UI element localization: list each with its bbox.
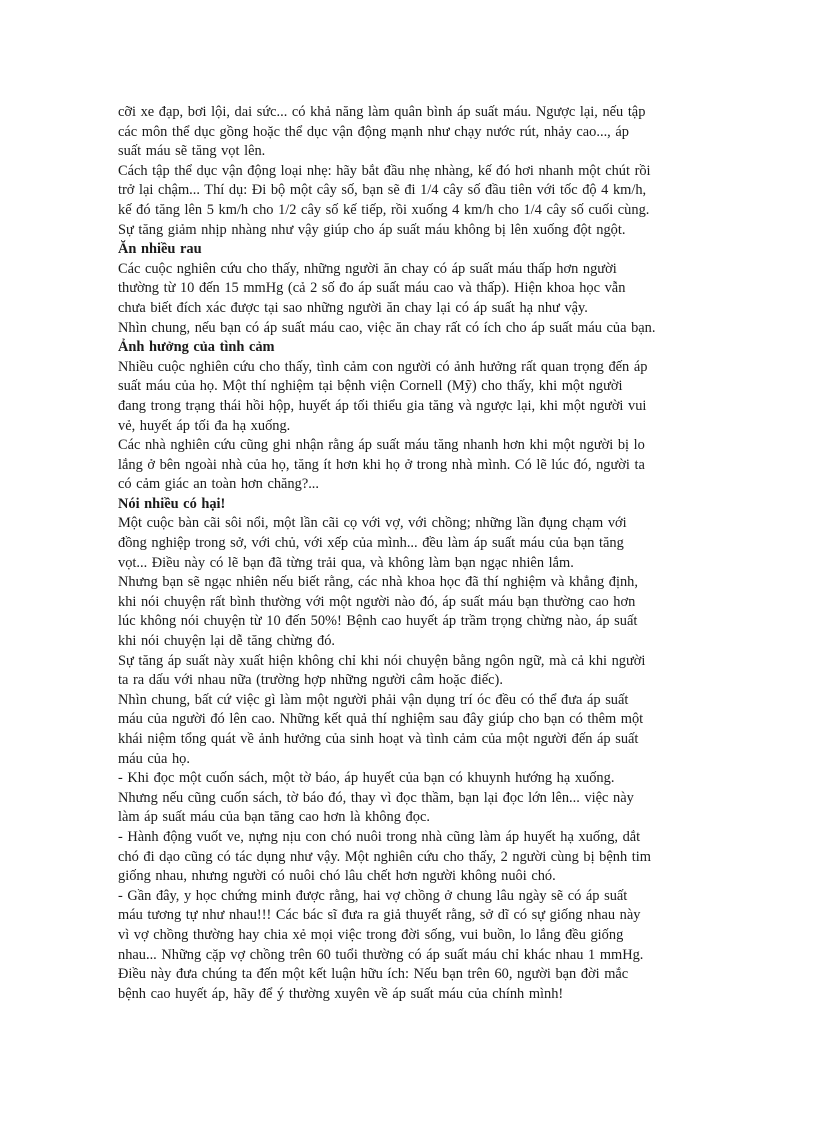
text-line: Nhưng nếu cũng cuốn sách, tờ báo đó, thay vì đọc thầm, bạn lại đọc lớn lên... việc này — [118, 789, 634, 806]
text-line: làm áp suất máu của bạn tăng cao hơn là không đọc. — [118, 809, 430, 826]
text-line: khái niệm tổng quát về ảnh hưởng của sinh hoạt và tình cảm của một người đến áp suất — [118, 731, 639, 747]
paragraph — [118, 769, 698, 828]
paragraph — [118, 691, 698, 769]
paragraph — [118, 260, 698, 319]
text-line: Sự tăng giảm nhịp nhàng như vậy giúp cho áp suất máu không bị lên xuống đột ngột. — [118, 221, 626, 238]
text-line: - Khi đọc một cuốn sách, một tờ báo, áp huyết của bạn có khuynh hướng hạ xuống. — [118, 770, 615, 787]
text-line: nhau... Những cặp vợ chồng trên 60 tuổi thường có áp suất máu chỉ khác nhau 1 mmHg. — [118, 946, 644, 963]
text-line: máu của họ. — [118, 750, 190, 767]
text-line: chó đi dạo cũng có tác dụng như vậy. Một nghiên cứu cho thấy, 2 người cùng bị bệnh tim — [118, 848, 651, 865]
paragraph — [118, 319, 698, 339]
text-line: chưa biết đích xác được tại sao những người ăn chay lại có áp suất hạ như vậy. — [118, 299, 588, 316]
paragraph — [118, 887, 698, 1005]
text-line: Cách tập thể dục vận động loại nhẹ: hãy bắt đầu nhẹ nhàng, kế đó hơi nhanh một chút rồi — [118, 162, 651, 179]
text-line: bệnh cao huyết áp, hãy để ý thường xuyên về áp suất máu của chính mình! — [118, 985, 564, 1002]
paragraph — [118, 436, 698, 495]
text-line: vẻ, huyết áp tối đa hạ xuống. — [118, 417, 291, 434]
text-line: vì vợ chồng thường hay chia xẻ mọi việc trong đời sống, vui buồn, lo lắng đều giống — [118, 926, 624, 943]
text-line: Nhìn chung, bất cứ việc gì làm một người phải vận dụng trí óc đều có thể đưa áp suất — [118, 691, 629, 708]
text-line: Điều này đưa chúng ta đến một kết luận hữu ích: Nếu bạn trên 60, người bạn đời mắc — [118, 966, 629, 983]
text-line: thường từ 10 đến 15 mmHg (cả 2 số đo áp suất máu cao và thấp). Hiện khoa học vẫn — [118, 280, 626, 297]
text-line: khi nói chuyện rất bình thường với một người nào đó, áp suất máu bạn thường cao hơn — [118, 593, 636, 610]
text-line: máu của người đó lên cao. Những kết quả thí nghiệm sau đây giúp cho bạn có thêm một — [118, 711, 644, 728]
text-line: khi nói chuyện lại dễ tăng chừng đó. — [118, 633, 336, 650]
text-line: trở lại chậm... Thí dụ: Đi bộ một cây số, bạn sẽ đi 1/4 cây số đầu tiên với tốc độ 4 km/h, — [118, 182, 647, 199]
paragraph — [118, 103, 698, 162]
paragraph — [118, 828, 698, 887]
paragraph — [118, 573, 698, 651]
text-line: Các nhà nghiên cứu cũng ghi nhận rằng áp suất máu tăng nhanh hơn khi một người bị lo — [118, 437, 645, 454]
text-line: lắng ở bên ngoài nhà của họ, tăng ít hơn khi họ ở trong nhà mình. Có lẽ lúc đó, người ta — [118, 456, 645, 473]
paragraph — [118, 514, 698, 573]
text-line: Các cuộc nghiên cứu cho thấy, những người ăn chay có áp suất máu thấp hơn người — [118, 260, 617, 277]
text-line: các môn thể dục gồng hoặc thể dục vận động mạnh như chạy nước rút, nhảy cao..., áp — [118, 123, 629, 140]
section-heading: Ăn nhiều rau — [118, 241, 202, 258]
text-line: Nhưng bạn sẽ ngạc nhiên nếu biết rằng, các nhà khoa học đã thí nghiệm và khẳng định, — [118, 574, 638, 591]
paragraph — [118, 162, 698, 240]
text-line: kế đó tăng lên 5 km/h cho 1/2 cây số kế tiếp, rồi xuống 4 km/h cho 1/4 cây số cuối cùng. — [118, 201, 650, 218]
text-line: máu tương tự như nhau!!! Các bác sĩ đưa ra giả thuyết rằng, sở dĩ có sự giống nhau này — [118, 907, 641, 924]
section-heading: Nói nhiều có hại! — [118, 495, 226, 512]
text-line: suất máu sẽ tăng vọt lên. — [118, 143, 266, 160]
text-line: Nhìn chung, nếu bạn có áp suất máu cao, việc ăn chay rất có ích cho áp suất máu của bạn. — [118, 319, 656, 336]
section-heading: Ảnh hưởng của tình cảm — [118, 339, 275, 356]
text-line: giống nhau, nhưng người có nuôi chó lâu chết hơn người không nuôi chó. — [118, 868, 556, 885]
paragraph — [118, 652, 698, 691]
text-line: Một cuộc bàn cãi sôi nổi, một lần cãi cọ với vợ, với chồng; những lần đụng chạm với — [118, 515, 627, 532]
text-line: suất máu của họ. Một thí nghiệm tại bệnh viện Cornell (Mỹ) cho thấy, khi một người — [118, 378, 623, 395]
text-line: lúc không nói chuyện từ 10 đến 50%! Bệnh cao huyết áp trầm trọng chừng nào, áp suất — [118, 613, 638, 630]
paragraph — [118, 358, 698, 436]
text-line: Sự tăng áp suất này xuất hiện không chỉ khi nói chuyện bằng ngôn ngữ, mà cả khi người — [118, 652, 646, 669]
text-line: đang trong trạng thái hồi hộp, huyết áp tối thiểu gia tăng và ngược lại, khi một người vui — [118, 397, 647, 414]
text-line: Nhiều cuộc nghiên cứu cho thấy, tình cảm con người có ảnh hưởng rất quan trọng đến áp — [118, 358, 648, 375]
text-line: ta ra dấu với nhau nữa (trường hợp những người câm hoặc điếc). — [118, 672, 503, 689]
text-line: - Gần đây, y học chứng minh được rằng, hai vợ chồng ở chung lâu ngày sẽ có áp suất — [118, 887, 628, 904]
text-line: - Hành động vuốt ve, nựng nịu con chó nuôi trong nhà cũng làm áp huyết hạ xuống, dắt — [118, 828, 641, 845]
text-line: đồng nghiệp trong sở, với chủ, với xếp của mình... đều làm áp suất máu của bạn tăng — [118, 535, 624, 552]
document-body — [118, 103, 698, 1004]
text-line: vọt... Điều này có lẽ bạn đã từng trải qua, và không làm bạn ngạc nhiên lắm. — [118, 554, 574, 571]
text-line: cỡi xe đạp, bơi lội, dai sức... có khả năng làm quân bình áp suất máu. Ngược lại, nếu tập — [118, 104, 646, 120]
text-line: có cảm giác an toàn hơn chăng?... — [118, 476, 320, 493]
